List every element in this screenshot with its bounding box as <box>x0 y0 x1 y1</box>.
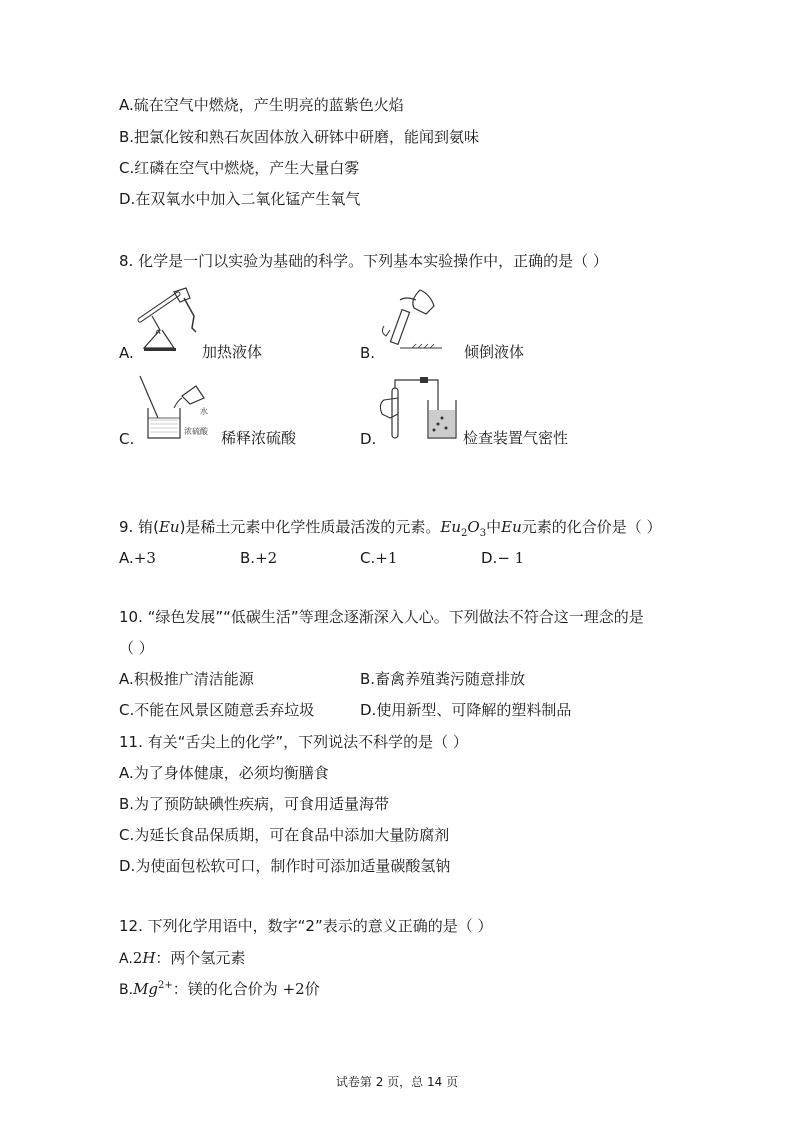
q12-a-coefficient: 2 <box>132 949 143 967</box>
q8-stem: 8. 化学是一门以实验为基础的科学。下列基本实验操作中，正确的是（ ） <box>119 252 608 270</box>
q7-option-b: B.把氯化铵和熟石灰固体放入研钵中研磨，能闻到氨味 <box>119 128 480 146</box>
page-footer: 试卷第 2 页，总 14 页 <box>335 1075 459 1089</box>
q12-b-charge: 2+ <box>158 980 173 991</box>
q12-a-text: ：两个氢元素 <box>155 949 246 967</box>
q10-stem-line2: （ ） <box>119 639 154 657</box>
q9-stem-mid: )是稀土元素中化学性质最活泼的元素。 <box>179 518 441 536</box>
q9-stem-post: 元素的化合价是（ ） <box>521 518 662 536</box>
q8-option-b-label: 倾倒液体 <box>464 343 525 361</box>
q9-option-c-letter: C. <box>360 549 376 567</box>
q9-option-a-value: +3 <box>133 549 156 567</box>
q9-option-b-value: +2 <box>255 549 278 567</box>
q12-b-value: +2 <box>282 980 305 998</box>
q8-option-c-label: 稀释浓硫酸 <box>221 429 297 447</box>
eu-symbol-2: Eu <box>501 518 522 536</box>
q10-option-b: B.畜禽养殖粪污随意排放 <box>360 670 526 688</box>
q8-option-a-letter: A. <box>119 344 134 362</box>
q12-stem: 12. 下列化学用语中，数字“2”表示的意义正确的是（ ） <box>119 917 493 935</box>
q9-option-d-value: − 1 <box>497 549 525 567</box>
q10-stem-line1: 10. “绿色发展”“低碳生活”等理念逐渐深入人心。下列做法不符合这一理念的是 <box>119 608 644 626</box>
eu2o3-sub3: 3 <box>479 528 487 539</box>
q10-option-d: D.使用新型、可降解的塑料制品 <box>360 701 572 719</box>
q12-a-symbol: H <box>142 949 156 967</box>
q11-stem: 11. 有关“舌尖上的化学”，下列说法不科学的是（ ） <box>119 733 468 751</box>
eu-symbol: Eu <box>158 518 180 536</box>
q9-option-b <box>240 548 277 568</box>
q12-b-text1: ：镁的化合价为 <box>172 980 283 998</box>
q11-option-b: B.为了预防缺碘性疾病，可食用适量海带 <box>119 795 390 813</box>
eu2o3-eu: Eu <box>440 518 462 536</box>
q9-stem-mid2: 中 <box>486 518 502 536</box>
q11-option-c: C.为延长食品保质期，可在食品中添加大量防腐剂 <box>119 826 450 844</box>
q9-option-c-value: +1 <box>375 549 398 567</box>
acid-label: 浓硫酸 <box>184 427 208 436</box>
q12-option-a-letter: A. <box>119 951 133 967</box>
q9-option-d <box>481 548 524 568</box>
q9-option-d-letter: D. <box>481 549 498 567</box>
q10-option-c: C.不能在风景区随意丢弃垃圾 <box>119 701 315 719</box>
q9-stem <box>119 517 662 537</box>
q10-option-a: A.积极推广清洁能源 <box>119 670 254 688</box>
heating-liquid-figure <box>134 286 200 358</box>
q12-option-b <box>119 979 320 1000</box>
eu2o3-sub2: 2 <box>461 528 468 539</box>
q7-option-a: A.硫在空气中燃烧，产生明亮的蓝紫色火焰 <box>119 96 404 114</box>
q12-b-symbol: Mg <box>133 980 159 998</box>
water-label: 水 <box>200 407 208 416</box>
q8-option-b-letter: B. <box>360 344 376 362</box>
q8-option-d-letter: D. <box>360 430 377 448</box>
pouring-liquid-figure <box>376 286 448 358</box>
q12-b-text2: 价 <box>304 980 320 998</box>
q7-option-c: C.红磷在空气中燃烧，产生大量白雾 <box>119 159 360 177</box>
diluting-acid-figure <box>134 374 220 444</box>
q8-option-a-label: 加热液体 <box>202 343 263 361</box>
q8-option-d-label: 检查装置气密性 <box>463 429 569 447</box>
q7-option-d: D.在双氧水中加入二氧化锰产生氧气 <box>119 190 361 208</box>
q9-option-c <box>360 548 397 568</box>
q9-option-a <box>119 548 156 568</box>
airtightness-check-figure <box>376 374 462 444</box>
q8-option-c-letter: C. <box>119 430 135 448</box>
eu2o3-o: O <box>467 518 480 536</box>
q12-option-b-letter: B. <box>119 982 134 998</box>
q11-option-d: D.为使面包松软可口，制作时可添加适量碳酸氢钠 <box>119 857 451 875</box>
q11-option-a: A.为了身体健康，必须均衡膳食 <box>119 764 329 782</box>
q9-option-a-letter: A. <box>119 549 134 567</box>
q12-option-a <box>119 948 245 969</box>
q9-option-b-letter: B. <box>240 549 256 567</box>
q9-stem-pre: 9. 铕( <box>119 518 159 536</box>
